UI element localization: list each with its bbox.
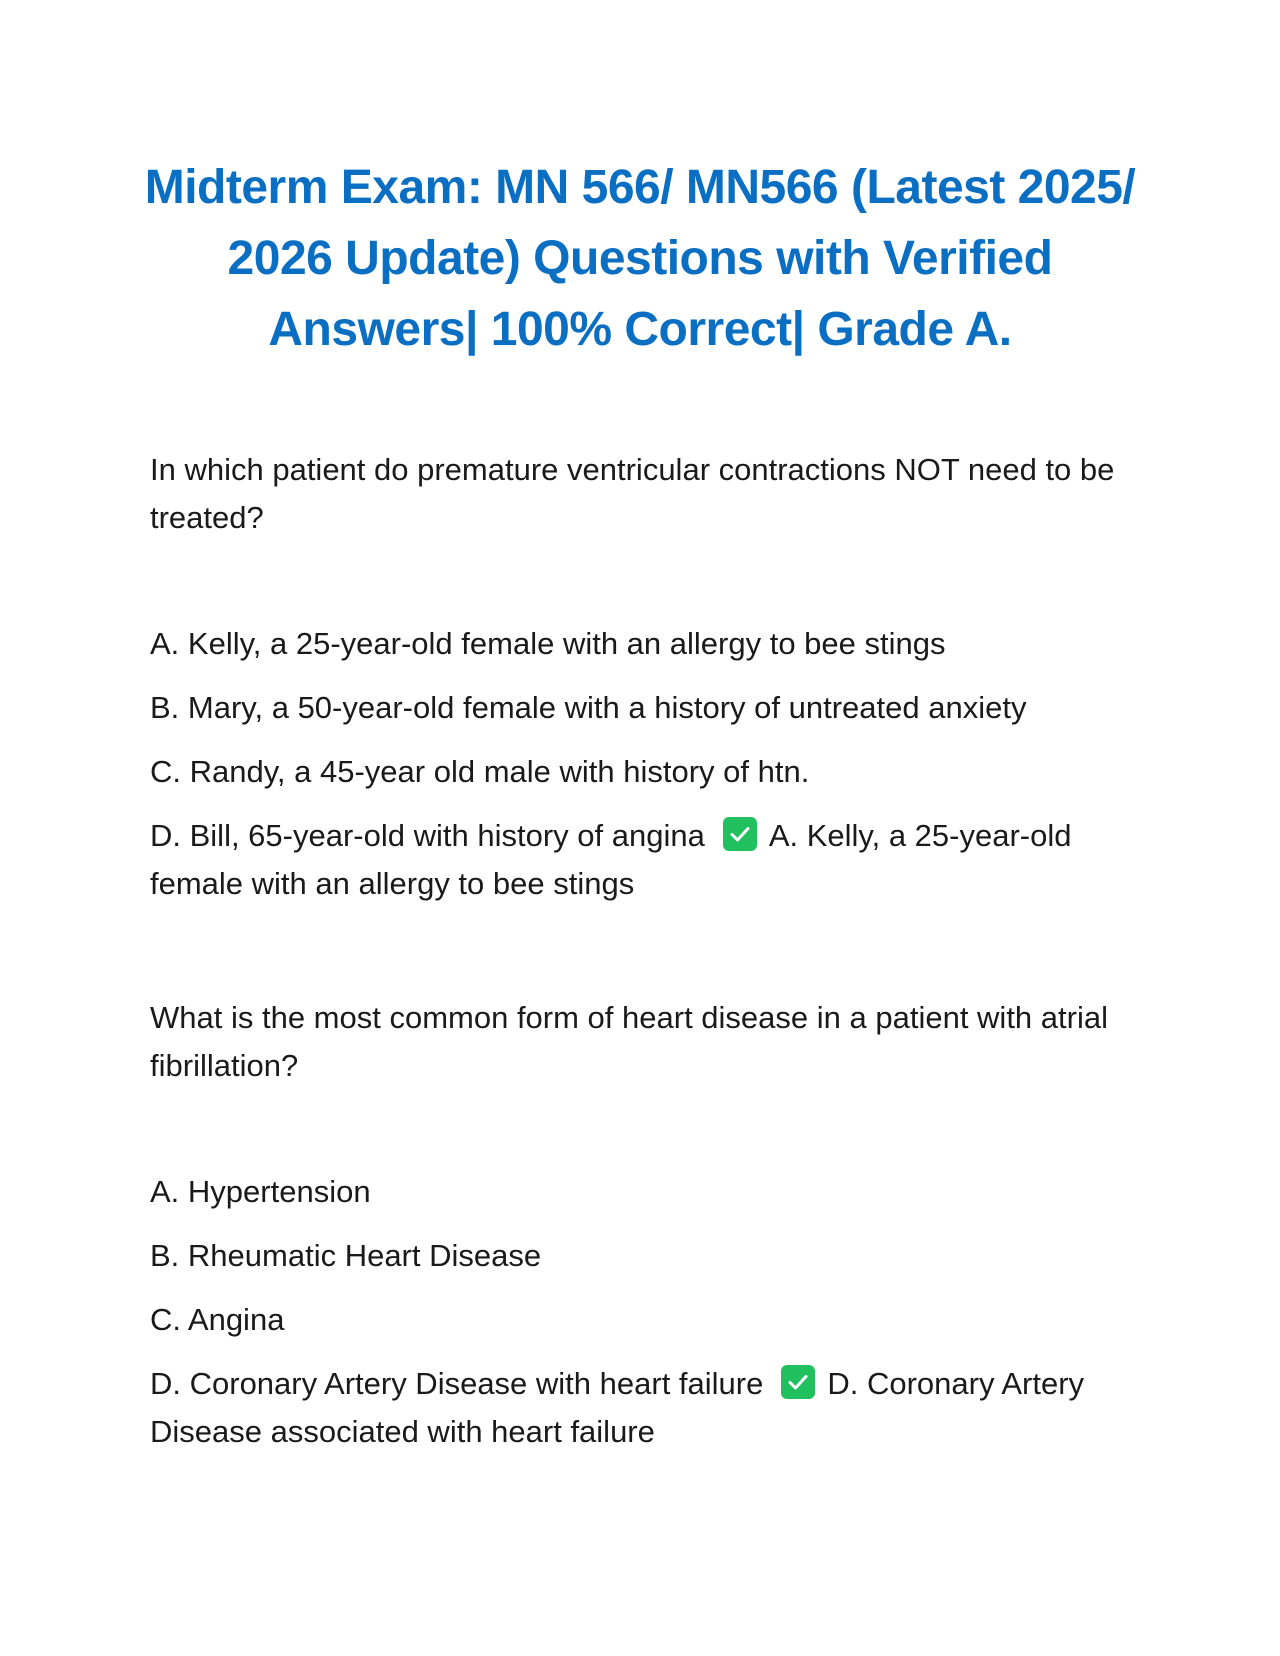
- options-list-1: [150, 620, 1130, 908]
- answer-text: A. Kelly, a 25-year-old female with an allergy to bee stings: [150, 818, 1072, 901]
- option-item: D. Bill, 65-year-old with history of angina: [150, 818, 705, 853]
- option-item: C. Randy, a 45-year old male with history of htn.: [150, 754, 810, 789]
- option-item: B. Mary, a 50-year-old female with a history of untreated anxiety: [150, 690, 1027, 725]
- options-list-2: [150, 1168, 1130, 1456]
- option-item: D. Coronary Artery Disease with heart failure: [150, 1366, 764, 1401]
- answer-text: D. Coronary Artery Disease associated with heart failure: [150, 1366, 1085, 1449]
- check-mark-icon: [723, 817, 757, 851]
- question-block-1: [150, 446, 1130, 542]
- check-mark-icon: [781, 1365, 815, 1399]
- option-with-answer: [150, 812, 1130, 908]
- document-title: Midterm Exam: MN 566/ MN566 (Latest 2025/ 2026 Update) Questions with Verified Answers| 100% Correct| Grade A.: [144, 161, 1136, 356]
- question-text: What is the most common form of heart disease in a patient with atrial fibrillation?: [150, 1000, 1108, 1083]
- option-item: A. Kelly, a 25-year-old female with an allergy to bee stings: [150, 626, 946, 661]
- question-block-2: [150, 994, 1130, 1090]
- option-item: A. Hypertension: [150, 1174, 371, 1209]
- option-with-answer: [150, 1360, 1130, 1456]
- question-text: In which patient do premature ventricular contractions NOT need to be treated?: [150, 452, 1115, 535]
- option-item: C. Angina: [150, 1302, 285, 1337]
- option-item: B. Rheumatic Heart Disease: [150, 1238, 542, 1273]
